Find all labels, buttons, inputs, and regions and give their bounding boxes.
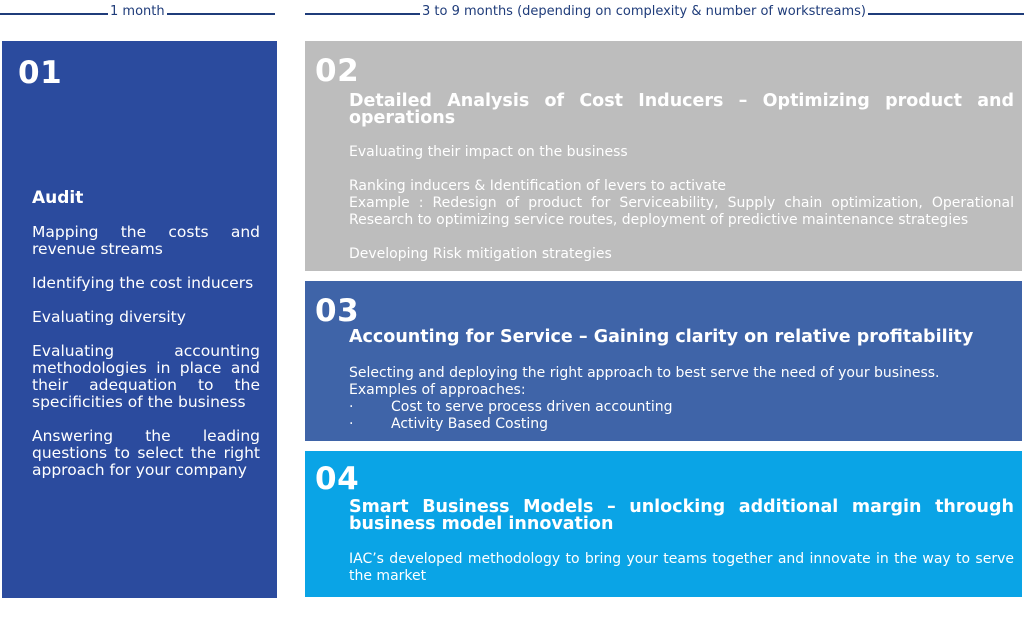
step-number: 04 [315,461,360,497]
step-body [349,365,1014,433]
body-line: Selecting and deploying the right approach to best serve the need of your business. [349,365,940,381]
step-title: Audit [32,188,84,208]
body-line: Ranking inducers & Identification of levers to activate [349,178,726,194]
bullet-text: Activity Based Costing [391,416,549,432]
step-01-card [2,41,277,598]
list-item: Mapping the costs and revenue streams [32,223,260,258]
body-line: Developing Risk mitigation strategies [349,246,612,262]
body-line: Evaluating their impact on the business [349,144,628,160]
step-title: Detailed Analysis of Cost Inducers – Optimizing product and operations [349,91,1014,128]
step-02-card [305,41,1022,271]
list-item: Evaluating diversity [32,308,186,326]
step-items [32,224,260,496]
step-number: 03 [315,293,360,329]
timeline-label-phase1: 1 month [110,4,165,19]
bullet-icon: · [349,416,354,432]
step-number: 02 [315,53,360,89]
timeline-label-phase2: 3 to 9 months (depending on complexity & number of workstreams) [422,4,866,19]
step-body [349,144,1014,263]
step-title: Accounting for Service – Gaining clarity on relative profitability [349,327,974,347]
step-title: Smart Business Models – unlocking additional margin through business model innovation [349,497,1014,534]
list-item [349,399,1014,416]
examples-label: Examples of approaches: [349,382,526,398]
step-03-card [305,281,1022,441]
step-number: 01 [18,55,63,91]
list-item: Evaluating accounting methodologies in place and their adequation to the specificities of the business [32,342,260,411]
body-line: Example : Redesign of product for Serviceability, Supply chain optimization, Operational Research to optimizing service routes, deployment of predictive maintenance strategies [349,195,1014,228]
list-item [349,416,1014,433]
bullet-icon: · [349,399,354,415]
step-04-card [305,451,1022,597]
step-body: IAC’s developed methodology to bring your teams together and innovate in the way to serve the market [349,551,1014,584]
list-item: Identifying the cost inducers [32,274,254,292]
bullet-text: Cost to serve process driven accounting [391,399,673,415]
list-item: Answering the leading questions to select the right approach for your company [32,427,260,479]
